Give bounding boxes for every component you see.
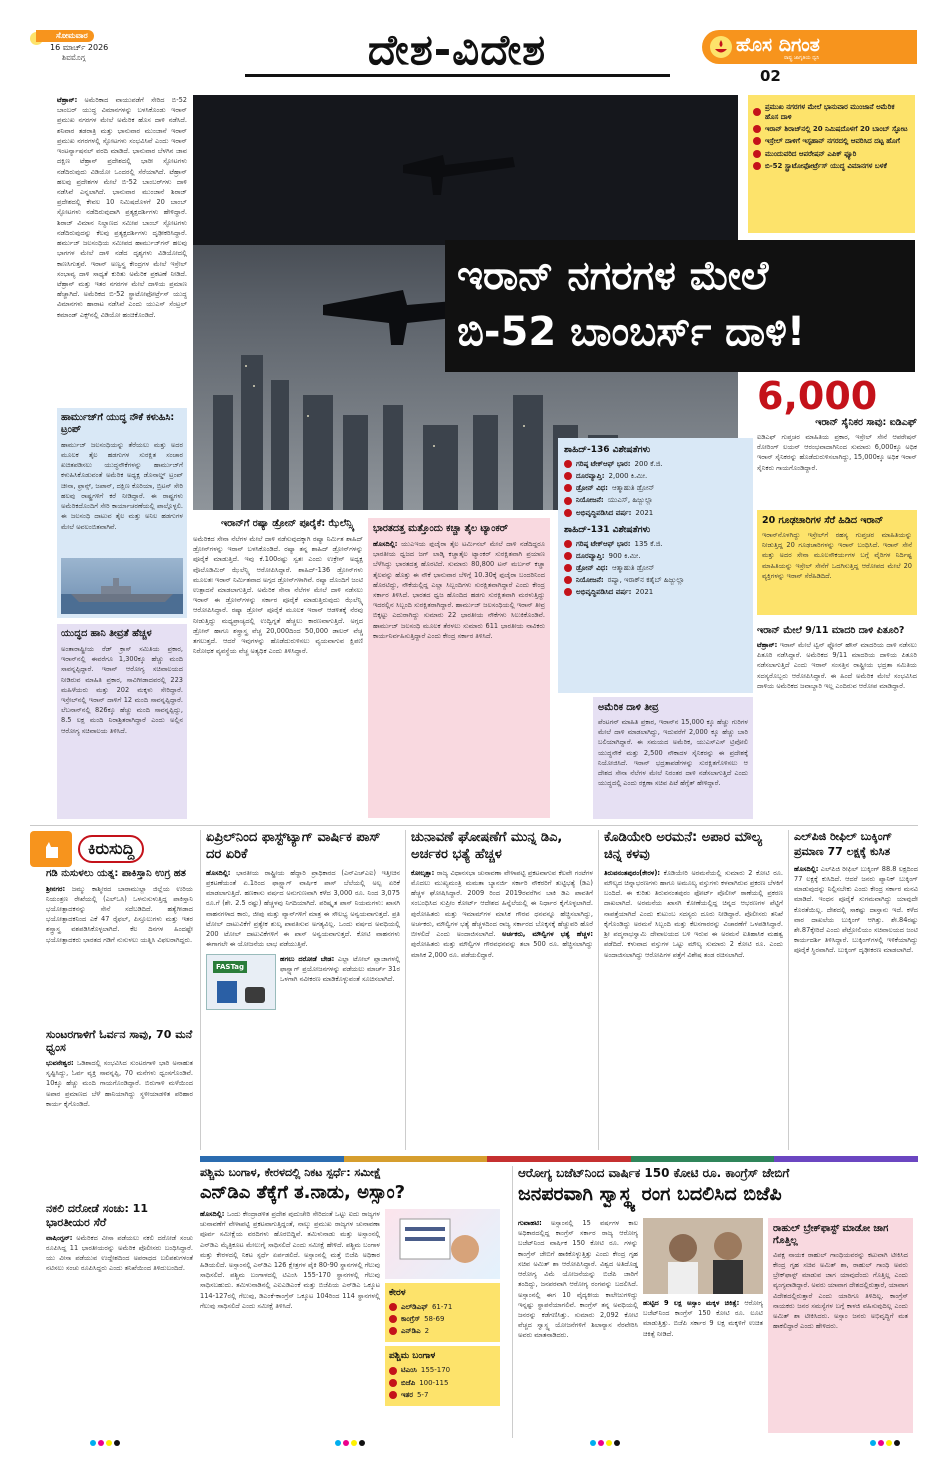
tanker-headline: ಭಾರತದತ್ತ ಮತ್ತೊಂದು ಕಚ್ಚಾ ತೈಲ ಟ್ಯಾಂಕರ್ (373, 523, 508, 534)
highlight-item: ಇಸ್ರೇಲ್ ದಾಳಿಗೆ ಇಸ್ಫಹಾನ್ ನಗರದಲ್ಲಿ ಆವರಿಸಿದ ದಟ್ಟ ಹೊಗೆ (753, 136, 910, 146)
kodiyeri-headline: ಕೊಡಿಯೇರಿ ಅರಮನೆ: ಅಪಾರ ಮೌಲ್ಯ ಚಿನ್ನ ಕಳವು (604, 830, 763, 862)
nine11-body: ಇರಾನ್ ಮೇಲೆ ಟ್ವಿನ್ ಫ್ಲೋರ್ ಹೌಸ್ ಮಾದರಿಯ ದಾಳಿ ನಡೆಸಲು ಪಿತೂರಿ ನಡೆಸಿದ್ದಾರೆ. ಅಮೆರಿಕದ 9/11 ಮಾದರಿಯ ದಾಳಿಯ ಪಿತೂರಿ ನಡೆಸಲಾಗುತ್ತಿದೆ ಎಂದು ಇರಾನ್ ಸಂಸತ್ತಿನ ರಾಷ್ಟ್ರೀಯ ಭದ್ರತಾ ಸಮಿತಿಯ ಸದಸ್ಯರೊಬ್ಬರು ಆರೋಪಿಸಿದ್ದಾರೆ. ಈ ಹಿಂದೆ ಅಮೆರಿಕ ಮೇಲೆ ಸಂಭವಿಸಿದ ದಾಳಿಯ ಅಮೆರಿಕದ ಜವಾಬ್ದಾರಿ ಇಲ್ಲ ಎಂದಿರುವ ಆರೋಪ ಮಾಡಿದ್ದಾರೆ. (757, 640, 917, 690)
registration-marks (870, 1440, 900, 1446)
bullet-icon (564, 497, 572, 505)
dateline-block (36, 30, 176, 70)
row-divider (30, 825, 918, 826)
lead-headline-line2: ಬಿ-52 ಬಾಂಬರ್ಸ್ ದಾಳಿ! (457, 309, 806, 355)
spec-row: ಬಿಜೆಪಿ 100-115 (389, 1378, 496, 1388)
bullet-icon (389, 1379, 397, 1387)
briefs-label: ಕಿರುಸುದ್ದಿ (78, 835, 144, 862)
bullet-icon (389, 1391, 397, 1399)
spec-row: ಅಭಿವೃದ್ಧಿಪಡಿಸಿದ ವರ್ಷ: 2021 (564, 508, 747, 518)
bullet-icon (564, 484, 572, 492)
bullet-icon (564, 472, 572, 480)
lead-body: ಅಮೆರಿಕಾದ ವಾಯುಪಡೆಗೆ ಸೇರಿದ ಬಿ-52 ಬಾಂಬರ್ ಯುದ್ಧ ವಿಮಾನಗಳನ್ನು ಬಳಸಿಕೊಂಡು ಇರಾನ್ ಪ್ರಮುಖ ನಗರಗಳ ಮೇಲೆ ಅಮೆರಿಕ ಹೊಸ ದಾಳಿ ನಡೆಸಿದೆ. ಶನಿವಾರ ತಡರಾತ್ರಿ ಮತ್ತು ಭಾನುವಾರ ಮುಂಜಾನೆ ಇರಾನ್ ಪ್ರಮುಖ ನಗರಗಳಲ್ಲಿ ಸ್ಫೋಟಗಳು ಸಂಭವಿಸಿವೆ ಎಂದು ಇರಾನ್ ಇಂಟರ್ನ್ಯಾಷನಲ್ ವರದಿ ಮಾಡಿದೆ. ಭಾನುವಾರ ಬೆಳಗಿನ ಜಾವ ದಕ್ಷಿಣ ಟೆಹ್ರಾನ್ ಪ್ರದೇಶದಲ್ಲಿ ಭಾರೀ ಸ್ಫೋಟಗಳು ನಡೆದಿರುವುದು ವಿಡಿಯೋ ಒಂದರಲ್ಲಿ ಸೆರೆಯಾಗಿದೆ. ಟೆಹ್ರಾನ್ ಹಲವು ಪ್ರದೇಶಗಳ ಮೇಲೆ ಬಿ-52 ಬಾಂಬರ್‌ಗಳು ದಾಳಿ ನಡೆಸಿವೆ ಎನ್ನಲಾಗಿದೆ. ಭಾನುವಾರ ಮುಂಜಾನೆ ಶಿರಾಜ್ ಪ್ರದೇಶದಲ್ಲಿ ಕೇವಲ 10 ನಿಮಿಷದೊಳಗೆ 20 ಬಾಂಬ್ ಸ್ಫೋಟಗಳು ನಡೆದಿರುವುದಾಗಿ ಪ್ರತ್ಯಕ್ಷದರ್ಶಿಗಳು ಹೇಳಿದ್ದಾರೆ. ಶಿರಾಜ್ ವಿಮಾನ ನಿಲ್ದಾಣದ ಸಮೀಪ ಬಾಂಬ್ ಸ್ಫೋಟಗಳು ನಡೆದಿರುವುದನ್ನು ಕೆಲವು ಪ್ರತ್ಯಕ್ಷದರ್ಶಿಗಳು ದೃಢೀಕರಿಸಿದ್ದಾರೆ. ಹರ್ಮುಜ್ ಜಲಸಂಧಿಯ ಸಮೀಪದ ಹಾರ್ಮುಜ್‌ಗನ್ ಹಲವು ಭಾಗಗಳ ಮೇಲೆ ದಾಳಿ ನಡೆದ ದೃಶ್ಯಗಳು ವಿಡಿಯೋದಲ್ಲಿ ಕಾಣಸಿಗುತ್ತವೆ. ಇರಾನ್ ಅಣ್ವಸ್ತ್ರ ಕೇಂದ್ರಗಳ ಮೇಲೆ ಇಸ್ರೇಲ್ ಸಂಭಾವ್ಯ ದಾಳಿ ಸಾಧ್ಯತೆ ಕುರಿತು ಅಮೆರಿಕ ಪ್ರಕಟಣೆ ನೀಡಿದೆ. ಟೆಹ್ರಾನ್ ಮತ್ತು ಇತರ ನಗರಗಳ ಮೇಲೆ ದಾಳಿಯ ಪ್ರಮಾಣ ಹೆಚ್ಚಾಗಿದೆ. ಅಮೆರಿಕದ ಬಿ-52 ಸ್ಟ್ರಾಟೋಫೋರ್ಟ್ರೆಸ್ ಯುದ್ಧ ವಿಮಾನಗಳು ಹಾರಾಟ ನಡೆಸಿವೆ ಎಂದು ಯುಎಸ್ ಸೆಂಟ್ರಲ್ ಕಮಾಂಡ್ ಎಕ್ಸ್‌ನಲ್ಲಿ ವಿಡಿಯೋ ಹಂಚಿಕೊಂಡಿದೆ. (57, 96, 187, 319)
paper-name: ಹೊಸ ದಿಗಂತ (736, 34, 820, 56)
lamp-icon (710, 36, 732, 58)
war-loss-headline: ಯುದ್ಧದ ಹಾನಿ ತೀವ್ರತೆ ಹೆಚ್ಚಳ (61, 628, 152, 639)
lpg-headline: ಎಲ್‌ಪಿಜಿ ರೀಫಿಲ್ ಬುಕ್ಕಿಂಗ್ ಪ್ರಮಾಣ 77 ಲಕ್ಷಕ್ಕೆ ಕುಸಿತ (794, 830, 893, 858)
briefs-header (30, 830, 193, 868)
brief-item: ನಕಲಿ ದರೋಡೆ ಸಂಚು: 11 ಭಾರತೀಯರ ಸೆರೆ ವಾಷಿಂಗ್ಟನ್: ಅಮೆರಿಕದ ವೀಸಾ ಪಡೆಯಲು ನಕಲಿ ದರೋಡೆ ಸಂಚು ರೂಪಿಸಿದ್ದ 11 ಭಾರತೀಯರನ್ನು ಅಮೆರಿಕ ಪೊಲೀಸರು ಬಂಧಿಸಿದ್ದಾರೆ. ಯು ವೀಸಾ ಪಡೆಯುವ ಉದ್ದೇಶದಿಂದ ಅಪರಾಧದ ಬಲಿಪಶುಗಳಂತೆ ನಟಿಸಲು ಸಂಚು ರೂಪಿಸಿದ್ದರು ಎಂದು ತನಿಖೆಯಿಂದ ತಿಳಿದುಬಂದಿದೆ. (46, 1202, 193, 1273)
soldiers-body: ಐಡಿಎಫ್ ಗುಪ್ತಚರ ಮಾಹಿತಿಯ ಪ್ರಕಾರ, ಇಸ್ರೇಲ್ ಸೇನೆ ಆಪರೇಷನ್ ರೋರಿಂಗ್ ಲಯನ್ ಆರಂಭವಾದಾಗಿನಿಂದ ಸುಮಾರು 6,000ಕ್ಕೂ ಅಧಿಕ ಇರಾನ್ ಸೈನಿಕರನ್ನು ಹೊಡೆದುರುಳಿಸಲಾಗಿದ್ದು, 15,000ಕ್ಕೂ ಅಧಿಕ ಇರಾನ್ ಸೈನಿಕರು ಗಾಯಗೊಂಡಿದ್ದಾರೆ. (757, 432, 917, 472)
shahed-specs (558, 438, 753, 693)
bengal-body: ಒಂದು ಕೇಂದ್ರಾಡಳಿತ ಪ್ರದೇಶ ಪುದುಚೇರಿ ಸೇರಿದಂತೆ ಒಟ್ಟು ಐದು ರಾಜ್ಯಗಳ ಚುನಾವಣೆಗೆ ವೇಳಾಪಟ್ಟಿ ಪ್ರಕಟವಾಗುತ್ತಿದ್ದಂತೆ, ನಾಲ್ಕು ಪ್ರಮುಖ ರಾಜ್ಯಗಳ ಚುನಾವಣಾ ಪೂರ್ವ ಸಮೀಕ್ಷೆಯ ವರದಿಗಳು ಹೊರಬಿದ್ದಿವೆ. ತಮಿಳುನಾಡು ಮತ್ತು ಅಸ್ಸಾಂನಲ್ಲಿ ಎನ್‌ಡಿಎ ಮೈತ್ರಿಕೂಟ ಮೇಲುಗೈ ಸಾಧಿಸಲಿದೆ ಎಂದು ಸಮೀಕ್ಷೆ ಹೇಳಿದೆ. ಪಶ್ಚಿಮ ಬಂಗಾಳ ಮತ್ತು ಕೇರಳದಲ್ಲಿ ನಿಕಟ ಸ್ಪರ್ಧೆ ಏರ್ಪಡಲಿದೆ. ಅಸ್ಸಾಂನಲ್ಲಿ ಮತ್ತೆ ಬಿಜೆಪಿ ಅಧಿಕಾರ ಹಿಡಿಯಲಿದೆ. ಅಸ್ಸಾಂನಲ್ಲಿ ಎನ್‌ಡಿಎ 126 ಕ್ಷೇತ್ರಗಳ ಪೈಕಿ 80-90 ಸ್ಥಾನಗಳಲ್ಲಿ ಗೆಲುವು ಸಾಧಿಸಲಿದೆ. ಪಶ್ಚಿಮ ಬಂಗಾಳದಲ್ಲಿ ಟಿಎಂಸಿ 155-170 ಸ್ಥಾನಗಳಲ್ಲಿ ಗೆಲುವು ಸಾಧಿಸಬಹುದು. ತಮಿಳುನಾಡಿನಲ್ಲಿ ಎಐಎಡಿಎಂಕೆ ಮತ್ತು ಬಿಜೆಪಿಯ ಎನ್‌ಡಿಎ ಒಕ್ಕೂಟ 114-127ರಲ್ಲಿ ಗೆಲುವು, ಡಿಎಂಕೆ-ಕಾಂಗ್ರೆಸ್ ಒಕ್ಕೂಟ 104ರಿಂದ 114 ಸ್ಥಾನಗಳಲ್ಲಿ ಗೆಲುವು ಸಾಧಿಸಲಿದೆ ಎಂದು ಸಮೀಕ್ಷೆ ತಿಳಿಸಿದೆ. (200, 1209, 380, 1310)
spec-row: ಗರಿಷ್ಠ ಟೇಕ್‌ಆಫ್ ಭಾರ: 200 ಕೆ.ಜಿ. (564, 459, 747, 469)
russia-drone-headline: ಇರಾನ್‌ಗೆ ರಷ್ಯಾ ಡ್ರೋನ್ ಪೂರೈಕೆ: ಝೆಲೆನ್ಸ್ಕಿ (221, 518, 355, 529)
brief-item: ಸುಂಟರಗಾಳಿಗೆ ಓರ್ವನ ಸಾವು, 70 ಮನೆ ಧ್ವಂಸ ಭುವನೇಶ್ವರ: ಒಡಿಶಾದಲ್ಲಿ ಸಂಭವಿಸಿದ ಸುಂಟರಗಾಳಿ ಭಾರಿ ಅನಾಹುತ ಸೃಷ್ಟಿಸಿದ್ದು, ಓರ್ವ ವ್ಯಕ್ತಿ ಸಾವನ್ನಪ್ಪಿ, 70 ಮನೆಗಳು ಧ್ವಂಸಗೊಂಡಿವೆ. 10ಕ್ಕೂ ಹೆಚ್ಚು ಮಂದಿ ಗಾಯಗೊಂಡಿದ್ದಾರೆ. ಬಿರುಗಾಳಿ ಮಳೆಯಿಂದ ಅಪಾರ ಪ್ರಮಾಣದ ಬೆಳೆ ಹಾನಿಯಾಗಿದ್ದು ಸ್ಥಳೀಯಾಡಳಿತ ಪರಿಹಾರ ಕಾರ್ಯ ಕೈಗೊಂಡಿದೆ. (46, 1027, 193, 1108)
fastag-headline: ಏಪ್ರಿಲ್‌ನಿಂದ ಫಾಸ್ಟ್‌ಟ್ಯಾಗ್ ವಾರ್ಷಿಕ ಪಾಸ್ ದರ ಏರಿಕೆ (206, 830, 381, 862)
spec-row: ನಿಯೋಜನೆ: ಯುಎಸ್, ಹಿಜ್ಬುಲ್ಲಾ (564, 495, 747, 505)
shahed131-list (564, 539, 747, 598)
bullet-icon (389, 1315, 397, 1323)
health-headline-1: ಆರೋಗ್ಯ ಬಜೆಟ್‌ನಿಂದ ವಾರ್ಷಿಕ 150 ಕೋಟಿ ರೂ. ಕಾಂಗ್ರೆಸ್ ಜೇಬಿಗೆ (518, 1166, 790, 1180)
kerala-title: ಕೇರಳ (389, 1287, 406, 1298)
soldiers-headline: ಇರಾನ್ ಸೈನಿಕರ ಸಾವು: ಐಡಿಎಫ್ (815, 417, 917, 428)
kerala-survey (385, 1283, 500, 1342)
rahul-headline: ರಾಹುಲ್ ಬ್ರೇಕ್‌ಫಾಸ್ಟ್ ಮಾಡೋ ಜಾಗ ಗೊತ್ತಿಲ್ಲ (773, 1223, 889, 1246)
tanker-body: ಯುಎಇಯ ಫುಜೈರಾ ತೈಲ ಟರ್ಮಿನಲ್ ಮೇಲೆ ದಾಳಿ ನಡೆದಿದ್ದರೂ ಭಾರತೀಯ ಧ್ವಜದ ಜಗ್ ಲಾಡ್ಕಿ ಕಚ್ಚಾತೈಲ ಟ್ಯಾಂಕರ್ ಸುರಕ್ಷಿತವಾಗಿ ಪ್ರಯಾಣ ಬೆಳೆಸಿದ್ದು ಭಾರತದತ್ತ ಹೊರಟಿದೆ. ಸುಮಾರು 80,800 ಟನ್ ಮರ್ಬನ್ ಕಚ್ಚಾ ತೈಲವನ್ನು ಹೊತ್ತು ಈ ನೌಕೆ ಭಾನುವಾರ ಬೆಳಿಗ್ಗೆ 10.30ಕ್ಕೆ ಫುಜೈರಾ ಬಂದರಿನಿಂದ ಹೊರಟಿದ್ದು, ನೌಕೆಯಲ್ಲಿದ್ದ ಎಲ್ಲಾ ಸಿಬ್ಬಂದಿಗಳು ಸುರಕ್ಷಿತವಾಗಿದ್ದಾರೆ ಎಂದು ಕೇಂದ್ರ ಸರ್ಕಾರ ತಿಳಿಸಿದೆ. ಭಾರತದ ಧ್ವಜ ಹೊಂದಿದ ಹಡಗು ಸುರಕ್ಷಿತವಾಗಿ ಮರಳುತ್ತಿದ್ದು ಇದರಲ್ಲಿನ ಸಿಬ್ಬಂದಿ ಸುರಕ್ಷಿತರಾಗಿದ್ದಾರೆ. ಹಾರ್ಮುಜ್ ಜಲಸಂಧಿಯಲ್ಲಿ ಇರಾನ್ ತೀವ್ರ ಬಿಕ್ಕಟ್ಟು ಎದುರಾಗಿದ್ದು ಸುಮಾರು 22 ಭಾರತೀಯ ನೌಕೆಗಳು ಸಿಲುಕಿಕೊಂಡಿವೆ. ಹಾರ್ಮುಜ್ ಜಲಸಂಧಿ ಮೂಲಕ ತೆರಳಲು ಸುಮಾರು 611 ಭಾರತೀಯ ನಾವಿಕರು ಕಾರ್ಯನಿರ್ವಹಿಸುತ್ತಿದ್ದಾರೆ ಎಂದು ಕೇಂದ್ರ ಸರ್ಕಾರ ತಿಳಿಸಿದೆ. (373, 539, 545, 640)
soldiers-number: 6,000 (757, 375, 878, 418)
da-article: ಚುನಾವಣೆ ಘೋಷಣೆಗೆ ಮುನ್ನ ಡಿಎ, ಅರ್ಚಕರ ಭತ್ಯೆ ಹೆಚ್ಚಳ ಕೋಲ್ಕತ್ತಾ: ರಾಜ್ಯ ವಿಧಾನಸಭಾ ಚುನಾವಣಾ ವೇಳಾಪಟ್ಟಿ ಪ್ರಕಟವಾಗುವ ಕೆಲವೇ ಗಂಟೆಗಳ ಮೊದಲು ಮುಖ್ಯಮಂತ್ರಿ ಮಮತಾ ಬ್ಯಾನರ್ಜಿ ಸರ್ಕಾರಿ ನೌಕರರಿಗೆ ತುಟ್ಟಿಭತ್ಯೆ (ಡಿಎ) ಹೆಚ್ಚಳ ಘೋಷಿಸಿದ್ದಾರೆ. 2009 ರಿಂದ 2019ರವರೆಗಿನ ಬಾಕಿ ಡಿಎ ಪಾವತಿಗೆ ಸಂಬಂಧಿಸಿದ ಸುಪ್ರೀಂ ಕೋರ್ಟ್ ಆದೇಶದ ಹಿನ್ನೆಲೆಯಲ್ಲಿ ಈ ನಿರ್ಧಾರ ಕೈಗೊಳ್ಳಲಾಗಿದೆ. ಪುರೋಹಿತರು ಮತ್ತು ಇಮಾಮ್‌ಗಳ ಮಾಸಿಕ ಗೌರವ ಧನವನ್ನೂ ಹೆಚ್ಚಿಸಲಾಗಿದ್ದು, ಅರ್ಚಕರು, ಮೌಲ್ವಿಗಳ ಭತ್ಯೆ ಹೆಚ್ಚಳದಿಂದ ರಾಜ್ಯ ಸರ್ಕಾರದ ಬೊಕ್ಕಸಕ್ಕೆ ಹೆಚ್ಚುವರಿ ಹೊರೆ ಬೀಳಲಿದೆ ಎಂದು ಅಂದಾಜಿಸಲಾಗಿದೆ. ಅರ್ಚಕರು, ಮೌಲ್ವಿಗಳ ಭತ್ಯೆ ಹೆಚ್ಚಳ: ಪುರೋಹಿತರು ಮತ್ತು ಮೌಲ್ವಿಗಳ ಗೌರವಧನವನ್ನು ತಲಾ 500 ರೂ. ಹೆಚ್ಚಿಸಲಾಗಿದ್ದು ಮಾಸಿಕ 2,000 ರೂ. ಪಡೆಯಲಿದ್ದಾರೆ. (405, 830, 593, 1150)
shahed131-title: ಶಾಹಿದ್-131 ವಿಶೇಷತೆಗಳು (564, 524, 651, 535)
highlight-item: ಪ್ರಮುಖ ನಗರಗಳ ಮೇಲೆ ಭಾನುವಾರ ಮುಂಜಾನೆ ಅಮೆರಿಕ ಹೊಸ ದಾಳಿ (753, 102, 910, 122)
registration-marks (335, 1440, 365, 1446)
us-attack-box (593, 697, 753, 819)
brief-item: ಗಡಿ ನುಸುಳಲು ಯತ್ನ: ಪಾಕಿಸ್ತಾನಿ ಉಗ್ರ ಹತ ಶ್ರೀನಗರ: ಜಮ್ಮು ಕಾಶ್ಮೀರದ ಬಾರಾಮುಲ್ಲಾ ಜಿಲ್ಲೆಯ ಉರಿಯ ನಿಯಂತ್ರಣ ರೇಖೆಯಲ್ಲಿ (ಎಲ್‌ಒಸಿ) ಒಳನುಸುಳುತ್ತಿದ್ದ ಪಾಕಿಸ್ತಾನಿ ಭಯೋತ್ಪಾದಕನನ್ನು ಸೇನೆ ಸದೆಬಡಿದಿದೆ. ಹತ್ಯೆಗೀಡಾದ ಭಯೋತ್ಪಾದಕನಿಂದ ಎಕೆ 47 ರೈಫಲ್, ಪಿಸ್ತೂಲುಗಳು ಮತ್ತು ಇತರ ಶಸ್ತ್ರಾಸ್ತ್ರ ವಶಪಡಿಸಿಕೊಳ್ಳಲಾಗಿದೆ. ಕೆಲ ದಿನಗಳ ಹಿಂದಷ್ಟೇ ಭಯೋತ್ಪಾದಕರು ಭಾರತದ ಗಡಿಗೆ ನುಸುಳಲು ಯತ್ನಿಸಿ ವಿಫಲರಾಗಿದ್ದರು. (46, 868, 193, 944)
health-article: ಆರೋಗ್ಯ ಬಜೆಟ್‌ನಿಂದ ವಾರ್ಷಿಕ 150 ಕೋಟಿ ರೂ. ಕಾಂಗ್ರೆಸ್ ಜೇಬಿಗೆ ಜನಪರವಾಗಿ ಸ್ವಾಸ್ಥ್ಯ ರಂಗ ಬದಲಿಸಿದ ಬಿಜೆಪಿ ಗುವಾಹಟಿ: ಅಸ್ಸಾಂನಲ್ಲಿ 15 ವರ್ಷಗಳ ಕಾಲ ಅಧಿಕಾರದಲ್ಲಿದ್ದ ಕಾಂಗ್ರೆಸ್ ಸರ್ಕಾರ ರಾಜ್ಯ ಆರೋಗ್ಯ ಬಜೆಟ್‌ನಿಂದ ವಾರ್ಷಿಕ 150 ಕೋಟಿ ರೂ. ಗಳನ್ನು ಕಾಂಗ್ರೆಸ್ ಜೇಬಿಗೆ ಹಾಕಿಕೊಳ್ಳುತ್ತಿತ್ತು ಎಂದು ಕೇಂದ್ರ ಗೃಹ ಸಚಿವ ಅಮಿತ್ ಶಾ ಆರೋಪಿಸಿದ್ದಾರೆ. ವಿಶ್ವದ ಅತಿದೊಡ್ಡ ಆರೋಗ್ಯ ವಿಮೆ ಯೋಜನೆಯನ್ನು ಬಿಜೆಪಿ ಜಾರಿಗೆ ತಂದಿದ್ದು, ಜನಪರವಾಗಿ ಆರೋಗ್ಯ ರಂಗವನ್ನು ಬದಲಿಸಿದೆ. ಅಸ್ಸಾಂನಲ್ಲಿ ಈಗ 10 ವೈದ್ಯಕೀಯ ಕಾಲೇಜುಗಳಿದ್ದು ಇನ್ನಷ್ಟು ಸ್ಥಾಪನೆಯಾಗಲಿವೆ. ಕಾಂಗ್ರೆಸ್ ತನ್ನ ಅವಧಿಯಲ್ಲಿ ಜನರನ್ನು ಕಡೆಗಣಿಸಿತ್ತು. ಸುಮಾರು 2,092 ಕೋಟಿ ವೆಚ್ಚದ ಸ್ವಾಸ್ಥ್ಯ ಯೋಜನೆಗಳಿಗೆ ಶಿಲಾನ್ಯಾಸ ನೆರವೇರಿಸಿ ಅವರು ಮಾತನಾಡಿದರು. ಹುಟ್ಟಿದ 9 ಲಕ್ಷ ಅಸ್ಸಾಂ ಮಕ್ಕಳ ಚಿಕಿತ್ಸೆ: ಆರೋಗ್ಯ ಬಜೆಟ್‌ನಿಂದ ಕಾಂಗ್ರೆಸ್ 150 ಕೋಟಿ ರೂ. ಲೂಟಿ ಮಾಡುತ್ತಿತ್ತು. ಬಿಜೆಪಿ ಸರ್ಕಾರ 9 ಲಕ್ಷ ಮಕ್ಕಳಿಗೆ ಉಚಿತ ಚಿಕಿತ್ಸೆ ನೀಡಿದೆ. ರಾಹುಲ್ ಬ್ರೇಕ್‌ಫಾಸ್ಟ್ ಮಾಡೋ ಜಾಗ ಗೊತ್ತಿಲ್ಲ ವಿಪಕ್ಷ ನಾಯಕ ರಾಹುಲ್ ಗಾಂಧಿಯವರನ್ನು ಕಟುವಾಗಿ ಟೀಕಿಸಿದ ಕೇಂದ್ರ ಗೃಹ ಸಚಿವ ಅಮಿತ್ ಶಾ, ರಾಹುಲ್ ಗಾಂಧಿ ಅವರು ಬ್ರೇಕ್‌ಫಾಸ್ಟ್ ಮಾಡುವ ಜಾಗ ಯಾವುದೆಂದು ಗೊತ್ತಿಲ್ಲ ಎಂದು ವ್ಯಂಗ್ಯವಾಡಿದ್ದಾರೆ. ಅವರು ಯಾವಾಗ ದೇಶದಲ್ಲಿರುತ್ತಾರೆ, ಯಾವಾಗ ವಿದೇಶದಲ್ಲಿರುತ್ತಾರೆ ಎಂದು ಯಾರಿಗೂ ತಿಳಿದಿಲ್ಲ. ಕಾಂಗ್ರೆಸ್ ನಾಯಕರು ಜನರ ಸಮಸ್ಯೆಗಳ ಬಗ್ಗೆ ಕಾಳಜಿ ವಹಿಸುವುದಿಲ್ಲ ಎಂದು ಅಮಿತ್ ಶಾ ಟೀಕಿಸಿದರು. ಅಸ್ಸಾಂ ಜನರು ಅಭಿವೃದ್ಧಿಗೆ ಮತ ಹಾಕಲಿದ್ದಾರೆ ಎಂದು ಹೇಳಿದರು. (512, 1166, 917, 1438)
day-label: ಸೋಮವಾರ (36, 30, 94, 42)
color-rule (200, 1156, 918, 1162)
spec-row: ದೂರವ್ಯಾಪ್ತಿ: 2,000 ಕಿ.ಮೀ. (564, 471, 747, 481)
bullet-icon (389, 1303, 397, 1311)
lead-headline-line1: ಇರಾನ್ ನಗರಗಳ ಮೇಲೆ (457, 253, 769, 299)
paper-logo-band (702, 30, 917, 64)
rahul-body: ವಿಪಕ್ಷ ನಾಯಕ ರಾಹುಲ್ ಗಾಂಧಿಯವರನ್ನು ಕಟುವಾಗಿ ಟೀಕಿಸಿದ ಕೇಂದ್ರ ಗೃಹ ಸಚಿವ ಅಮಿತ್ ಶಾ, ರಾಹುಲ್ ಗಾಂಧಿ ಅವರು ಬ್ರೇಕ್‌ಫಾಸ್ಟ್ ಮಾಡುವ ಜಾಗ ಯಾವುದೆಂದು ಗೊತ್ತಿಲ್ಲ ಎಂದು ವ್ಯಂಗ್ಯವಾಡಿದ್ದಾರೆ. ಅವರು ಯಾವಾಗ ದೇಶದಲ್ಲಿರುತ್ತಾರೆ, ಯಾವಾಗ ವಿದೇಶದಲ್ಲಿರುತ್ತಾರೆ ಎಂದು ಯಾರಿಗೂ ತಿಳಿದಿಲ್ಲ. ಕಾಂಗ್ರೆಸ್ ನಾಯಕರು ಜನರ ಸಮಸ್ಯೆಗಳ ಬಗ್ಗೆ ಕಾಳಜಿ ವಹಿಸುವುದಿಲ್ಲ ಎಂದು ಅಮಿತ್ ಶಾ ಟೀಕಿಸಿದರು. ಅಸ್ಸಾಂ ಜನರು ಅಭಿವೃದ್ಧಿಗೆ ಮತ ಹಾಕಲಿದ್ದಾರೆ ಎಂದು ಹೇಳಿದರು. (773, 1250, 908, 1331)
spec-row: ಕಾಂಗ್ರೆಸ್ 58-69 (389, 1314, 496, 1324)
war-loss-body: ಅಂತಾರಾಷ್ಟ್ರೀಯ ರೆಡ್ ಕ್ರಾಸ್ ಸಮಿತಿಯ ಪ್ರಕಾರ, ಇರಾನ್‌ನಲ್ಲಿ ಈವರೆಗೂ 1,300ಕ್ಕೂ ಹೆಚ್ಚು ಮಂದಿ ಸಾವನ್ನಪ್ಪಿದ್ದಾರೆ. ಇರಾನ್ ಆರೋಗ್ಯ ಸಚಿವಾಲಯದ ನೀಡಿರುವ ಮಾಹಿತಿ ಪ್ರಕಾರ, ಸಾವಿಗೀಡಾದವರಲ್ಲಿ 223 ಮಹಿಳೆಯರು ಮತ್ತು 202 ಮಕ್ಕಳು ಸೇರಿದ್ದಾರೆ. ಇಸ್ರೇಲ್‌ನಲ್ಲಿ ಇರಾನ್ ದಾಳಿಗೆ 12 ಮಂದಿ ಸಾವನ್ನಪ್ಪಿದ್ದಾರೆ. ಲೆಬನಾನ್‌ನಲ್ಲಿ 826ಕ್ಕೂ ಹೆಚ್ಚು ಮಂದಿ ಸಾವನ್ನಪ್ಪಿದ್ದು, 8.5 ಲಕ್ಷ ಮಂದಿ ನಿರಾಶ್ರಿತರಾಗಿದ್ದಾರೆ ಎಂದು ಅಲ್ಲಿನ ಆರೋಗ್ಯ ಸಚಿವಾಲಯ ತಿಳಿಸಿದೆ. (61, 644, 183, 735)
nine11-headline: ಇರಾನ್ ಮೇಲೆ 9/11 ಮಾದರಿ ದಾಳಿ ಪಿತೂರಿ? (757, 625, 905, 636)
spec-row: ಅಭಿವೃದ್ಧಿಪಡಿಸಿದ ವರ್ಷ: 2021 (564, 587, 747, 597)
bullet-icon (564, 460, 572, 468)
voting-photo (385, 1209, 500, 1279)
fastag-article: ಏಪ್ರಿಲ್‌ನಿಂದ ಫಾಸ್ಟ್‌ಟ್ಯಾಗ್ ವಾರ್ಷಿಕ ಪಾಸ್ ದರ ಏರಿಕೆ ಹೊಸದಿಲ್ಲಿ: ಭಾರತೀಯ ರಾಷ್ಟ್ರೀಯ ಹೆದ್ದಾರಿ ಪ್ರಾಧಿಕಾರದ (ಎನ್‌ಎಚ್‌ಎಐ) ಇತ್ತೀಚಿನ ಪ್ರಕಟಣೆಯಂತೆ ಏ.1ರಿಂದ ಫಾಸ್ಟ್ಯಾಗ್ ವಾರ್ಷಿಕ ಪಾಸ್ ಬೆಲೆಯಲ್ಲಿ ಅಲ್ಪ ಏರಿಕೆ ಮಾಡಲಾಗುತ್ತಿದೆ. ಹಣಕಾಸು ವರ್ಷದ ಅನುಗುಣವಾಗಿ ಕಳೆದ 3,000 ರೂ. ನಿಂದ 3,075 ರೂ.ಗೆ (ಶೇ. 2.5 ರಷ್ಟು) ಹೆಚ್ಚಳವು ನಿಗದಿಯಾಗಿದೆ. ಪರಿಷ್ಕೃತ ಪಾಸ್ ನಿಯಮಗಳು: ಖಾಸಗಿ ವಾಹನಗಳಾದ ಕಾರು, ಜೀಪು ಮತ್ತು ವ್ಯಾನ್‌ಗಳಿಗೆ ಮಾತ್ರ ಈ ಸೌಲಭ್ಯ ಅನ್ವಯವಾಗುತ್ತದೆ. ಪ್ರತಿ ಟೋಲ್ ದಾಟುವಿಕೆಗೆ ಪ್ರತ್ಯೇಕ ಶುಲ್ಕ ಪಾವತಿಸುವ ಅಗತ್ಯವಿಲ್ಲ. ಒಂದು ವರ್ಷದ ಅವಧಿಯಲ್ಲಿ 200 ಟೋಲ್ ದಾಟುವಿಕೆಗಳಿಗೆ ಈ ಪಾಸ್ ಅನ್ವಯವಾಗುತ್ತದೆ. ಕೋಟಿ ವಾಹನಗಳು ಈಗಾಗಲೇ ಈ ಯೋಜನೆಯ ಲಾಭ ಪಡೆಯುತ್ತಿವೆ. FASTag ಹಗಲು ದರೋಡೆ ಬೇಡ: ಎಲ್ಲಾ ಟೋಲ್ ಪ್ಲಾಜಾಗಳಲ್ಲಿ ಫಾಸ್ಟ್ಯಾಗ್ ಪ್ರಯೋಜನಗಳನ್ನು ಪಡೆಯಲು ಮಾರ್ಚ್ 31ರ ಒಳಗಾಗಿ ನವೀಕರಣ ಮಾಡಿಕೊಳ್ಳುವಂತೆ ಸೂಚಿಸಲಾಗಿದೆ. (200, 830, 400, 1150)
spies-body: ಇರಾನ್‌ನೊಳಗಿದ್ದು ಇಸ್ರೇಲ್‌ಗೆ ರಹಸ್ಯ ಗುಪ್ತಚರ ಮಾಹಿತಿಯನ್ನು ನೀಡುತ್ತಿದ್ದ 20 ಗೂಢಚಾರಿಗಳನ್ನು ಇರಾನ್ ಬಂಧಿಸಿದೆ. ಇರಾನ್ ಸೇನೆ ಮತ್ತು ಅದರ ಸೇನಾ ಮೂಲಸೌಕರ್ಯಗಳ ಬಗ್ಗೆ ವೈರಿಗಳ ನಿರ್ದಿಷ್ಟ ಮಾಹಿತಿಯನ್ನು ಇಸ್ರೇಲ್ ಸೇನೆಗೆ ಒದಗಿಸುತ್ತಿದ್ದ ಆರೋಪದ ಮೇಲೆ 20 ವ್ಯಕ್ತಿಗಳನ್ನು ಇರಾನ್ ಸೆರೆಹಿಡಿದಿದೆ. (762, 530, 912, 580)
fastag-logo-text: FASTag (213, 961, 247, 973)
soldiers-box (757, 375, 917, 505)
lead-headline-box (445, 240, 915, 372)
spec-row: ಟಿಎಂಸಿ 155-170 (389, 1365, 496, 1375)
kodiyeri-body: ಕೊಡಿಯೇರಿ ಅರಮನೆಯಲ್ಲಿ ಸುಮಾರು 2 ಕೋಟಿ ರೂ. ಮೌಲ್ಯದ ಚಿನ್ನಾಭರಣಗಳು ಹಾಗೂ ಅಮೂಲ್ಯ ವಸ್ತುಗಳು ಕಳವಾಗಿರುವ ಪ್ರಕರಣ ಬೆಳಕಿಗೆ ಬಂದಿದೆ. ಈ ಕುರಿತು ತಿರುವನಂತಪುರಂ ಫೋರ್ಟ್ ಪೊಲೀಸ್ ಠಾಣೆಯಲ್ಲಿ ಪ್ರಕರಣ ದಾಖಲಾಗಿದೆ. ಅರಮನೆಯ ಖಾಸಗಿ ಕೋಣೆಯಲ್ಲಿದ್ದ ಚಿನ್ನದ ಆಭರಣಗಳ ಪೆಟ್ಟಿಗೆ ನಾಪತ್ತೆಯಾಗಿದೆ ಎಂದು ಕುಟುಂಬ ಸದಸ್ಯರು ದೂರು ನೀಡಿದ್ದಾರೆ. ಪೊಲೀಸರು ತನಿಖೆ ಕೈಗೊಂಡಿದ್ದು ಅರಮನೆ ಸಿಬ್ಬಂದಿ ಮತ್ತು ಕೆಲಸಗಾರರನ್ನು ವಿಚಾರಣೆಗೆ ಒಳಪಡಿಸಿದ್ದಾರೆ. ಶ್ರೀ ಪದ್ಮನಾಭಸ್ವಾಮಿ ದೇವಾಲಯದ ಬಳಿ ಇರುವ ಈ ಅರಮನೆ ಐತಿಹಾಸಿಕ ಮಹತ್ವ ಪಡೆದಿದೆ. ಕಳುವಾದ ವಸ್ತುಗಳ ಒಟ್ಟು ಮೌಲ್ಯ ಸುಮಾರು 2 ಕೋಟಿ ರೂ. ಎಂದು ಅಂದಾಜಿಸಲಾಗಿದ್ದು ಆರೋಪಿಗಳ ಪತ್ತೆಗೆ ವಿಶೇಷ ತಂಡ ರಚಿಸಲಾಗಿದೆ. (604, 868, 783, 959)
da-headline: ಚುನಾವಣೆ ಘೋಷಣೆಗೆ ಮುನ್ನ ಡಿಎ, ಅರ್ಚಕರ ಭತ್ಯೆ ಹೆಚ್ಚಳ (411, 830, 563, 862)
lead-article (57, 95, 187, 400)
bullet-icon (564, 564, 572, 572)
wb-title: ಪಶ್ಚಿಮ ಬಂಗಾಳ (389, 1351, 436, 1362)
fastag-body: ಭಾರತೀಯ ರಾಷ್ಟ್ರೀಯ ಹೆದ್ದಾರಿ ಪ್ರಾಧಿಕಾರದ (ಎನ್‌ಎಚ್‌ಎಐ) ಇತ್ತೀಚಿನ ಪ್ರಕಟಣೆಯಂತೆ ಏ.1ರಿಂದ ಫಾಸ್ಟ್ಯಾಗ್ ವಾರ್ಷಿಕ ಪಾಸ್ ಬೆಲೆಯಲ್ಲಿ ಅಲ್ಪ ಏರಿಕೆ ಮಾಡಲಾಗುತ್ತಿದೆ. ಹಣಕಾಸು ವರ್ಷದ ಅನುಗುಣವಾಗಿ ಕಳೆದ 3,000 ರೂ. ನಿಂದ 3,075 ರೂ.ಗೆ (ಶೇ. 2.5 ರಷ್ಟು) ಹೆಚ್ಚಳವು ನಿಗದಿಯಾಗಿದೆ. ಪರಿಷ್ಕೃತ ಪಾಸ್ ನಿಯಮಗಳು: ಖಾಸಗಿ ವಾಹನಗಳಾದ ಕಾರು, ಜೀಪು ಮತ್ತು ವ್ಯಾನ್‌ಗಳಿಗೆ ಮಾತ್ರ ಈ ಸೌಲಭ್ಯ ಅನ್ವಯವಾಗುತ್ತದೆ. ಪ್ರತಿ ಟೋಲ್ ದಾಟುವಿಕೆಗೆ ಪ್ರತ್ಯೇಕ ಶುಲ್ಕ ಪಾವತಿಸುವ ಅಗತ್ಯವಿಲ್ಲ. ಒಂದು ವರ್ಷದ ಅವಧಿಯಲ್ಲಿ 200 ಟೋಲ್ ದಾಟುವಿಕೆಗಳಿಗೆ ಈ ಪಾಸ್ ಅನ್ವಯವಾಗುತ್ತದೆ. ಕೋಟಿ ವಾಹನಗಳು ಈಗಾಗಲೇ ಈ ಯೋಜನೆಯ ಲಾಭ ಪಡೆಯುತ್ತಿವೆ. (206, 868, 400, 949)
bullet-icon (564, 540, 572, 548)
da-body: ರಾಜ್ಯ ವಿಧಾನಸಭಾ ಚುನಾವಣಾ ವೇಳಾಪಟ್ಟಿ ಪ್ರಕಟವಾಗುವ ಕೆಲವೇ ಗಂಟೆಗಳ ಮೊದಲು ಮುಖ್ಯಮಂತ್ರಿ ಮಮತಾ ಬ್ಯಾನರ್ಜಿ ಸರ್ಕಾರಿ ನೌಕರರಿಗೆ ತುಟ್ಟಿಭತ್ಯೆ (ಡಿಎ) ಹೆಚ್ಚಳ ಘೋಷಿಸಿದ್ದಾರೆ. 2009 ರಿಂದ 2019ರವರೆಗಿನ ಬಾಕಿ ಡಿಎ ಪಾವತಿಗೆ ಸಂಬಂಧಿಸಿದ ಸುಪ್ರೀಂ ಕೋರ್ಟ್ ಆದೇಶದ ಹಿನ್ನೆಲೆಯಲ್ಲಿ ಈ ನಿರ್ಧಾರ ಕೈಗೊಳ್ಳಲಾಗಿದೆ. ಪುರೋಹಿತರು ಮತ್ತು ಇಮಾಮ್‌ಗಳ ಮಾಸಿಕ ಗೌರವ ಧನವನ್ನೂ ಹೆಚ್ಚಿಸಲಾಗಿದ್ದು, ಅರ್ಚಕರು, ಮೌಲ್ವಿಗಳ ಭತ್ಯೆ ಹೆಚ್ಚಳದಿಂದ ರಾಜ್ಯ ಸರ್ಕಾರದ ಬೊಕ್ಕಸಕ್ಕೆ ಹೆಚ್ಚುವರಿ ಹೊರೆ ಬೀಳಲಿದೆ ಎಂದು ಅಂದಾಜಿಸಲಾಗಿದೆ. (411, 868, 593, 939)
lead-dateline: ಟೆಹ್ರಾನ್: (57, 96, 78, 104)
bengal-headline-2: ಎನ್‌ಡಿಎ ತೆಕ್ಕೆಗೆ ತ.ನಾಡು, ಅಸ್ಸಾಂ? (200, 1181, 406, 1203)
wb-results (389, 1365, 496, 1399)
us-attack-headline: ಅಮೆರಿಕ ದಾಳಿ ತೀವ್ರ (598, 702, 659, 713)
spec-row: ಡ್ರೋನ್ ವಿಧ: ಆತ್ಮಾಹುತಿ ಡ್ರೋನ್ (564, 563, 747, 573)
spec-row: ಎನ್‌ಡಿಎ 2 (389, 1326, 496, 1336)
hormuz-headline: ಹಾರ್ಮುಜ್‌ಗೆ ಯುದ್ಧ ನೌಕೆ ಕಳುಹಿಸಿ: ಟ್ರಂಪ್ (61, 412, 175, 435)
russia-drone-article (193, 518, 363, 818)
kerala-results (389, 1302, 496, 1336)
registration-marks (590, 1440, 620, 1446)
bullet-icon (389, 1327, 397, 1335)
hormuz-box (57, 408, 187, 618)
russia-drone-body: ಅಮೆರಿಕದ ಸೇನಾ ನೆಲೆಗಳ ಮೇಲೆ ದಾಳಿ ನಡೆಸುವುದಕ್ಕಾಗಿ ರಷ್ಯಾ ನಿರ್ಮಿತ ಶಾಹಿದ್ ಡ್ರೋನ್‌ಗಳನ್ನು ಇರಾನ್ ಬಳಸಿಕೊಂಡಿದೆ. ರಷ್ಯಾ ತನ್ನ ಶಾಹಿದ್ ಡ್ರೋನ್‌ಗಳನ್ನು ಪೂರೈಕೆ ಮಾಡುತ್ತಿದೆ. ಇವು ಕೆ.100ರಷ್ಟು ಸ್ವತಃ ಎಂದು ಉಕ್ರೇನ್ ಅಧ್ಯಕ್ಷ ವೊಲೊಡಿಮಿರ್ ಝೆಲೆನ್ಸ್ಕಿ ಆರೋಪಿಸಿದ್ದಾರೆ. ಶಾಹಿದ್-136 ಡ್ರೋನ್‌ಗಳು ಮೂಲತಃ ಇರಾನ್ ನಿರ್ಮಿತವಾದ ಅಗ್ಗದ ಡ್ರೋನ್‌ಗಳಾಗಿವೆ. ರಷ್ಯಾ ದೊಂದಿಗೆ ಜಂಟಿ ಉತ್ಪಾದನೆ ಮಾಡಲಾಗುತ್ತಿದೆ. ಅಮೆರಿಕ ಸೇನಾ ನೆಲೆಗಳ ಮೇಲೆ ದಾಳಿ ನಡೆಸಲು ಇರಾನ್ ಈ ಡ್ರೋನ್‌ಗಳನ್ನು ಸರ್ಕಾರ ಪೂರೈಕೆ ಮಾಡುತ್ತಿರುವುದು ಝೆಲೆನ್ಸ್ಕಿ ಆರೋಪಿಸಿದ್ದಾರೆ. ರಷ್ಯಾ ಡ್ರೋನ್ ಪೂರೈಕೆ ಮೂಲಕ ಇರಾನ್ ಆಡಳಿತಕ್ಕೆ ನೆರವು ನೀಡುತ್ತಿದ್ದು ಮಧ್ಯಪ್ರಾಚ್ಯದಲ್ಲಿ ಉದ್ವಿಗ್ನತೆ ಹೆಚ್ಚಲು ಕಾರಣವಾಗುತ್ತಿದೆ. ಅಗ್ಗದ ಡ್ರೋನ್ ಹಾಗೂ ಶಸ್ತ್ರಾಸ್ತ್ರ ವೆಚ್ಚ 20,000ದಿಂದ 50,000 ಡಾಲರ್ ವೆಚ್ಚ ತಗಲುತ್ತದೆ. ಆದರೆ ಇವುಗಳನ್ನು ಹೊಡೆದುರುಳಿಸಲು ವ್ಯಯವಾಗುವ ಕ್ಷಿಪಣಿ ನಿರೋಧಕ ವ್ಯವಸ್ಥೆಯ ವೆಚ್ಚ ಅತ್ಯಧಿಕ ಎಂದು ತಿಳಿಸಿದ್ದಾರೆ. (193, 534, 363, 656)
spec-row: ನಿಯೋಜನೆ: ರಷ್ಯಾ, ಇರಾಕ್‌ನ ಕತೈಬ್ ಹಿಜ್ಬುಲ್ಲಾ (564, 575, 747, 585)
spec-row: ದೂರವ್ಯಾಪ್ತಿ: 900 ಕಿ.ಮೀ. (564, 551, 747, 561)
lpg-body: ಎಲ್‌ಪಿಜಿ ರೀಫಿಲ್ ಬುಕ್ಕಿಂಗ್ 88.8 ಲಕ್ಷದಿಂದ 77 ಲಕ್ಷಕ್ಕೆ ಕುಸಿದಿದೆ. ಆದರೆ ಜನರು ಪ್ಯಾನಿಕ್ ಬುಕ್ಕಿಂಗ್ ಮಾಡುವುದನ್ನು ನಿಲ್ಲಿಸಬೇಕು ಎಂದು ಕೇಂದ್ರ ಸರ್ಕಾರ ಮನವಿ ಮಾಡಿದೆ. ಇಂಧನ ಪೂರೈಕೆ ಸುಗಮವಾಗಿದ್ದು ಯಾವುದೇ ಕೊರತೆಯಿಲ್ಲ. ದೇಶದಲ್ಲಿ ಸಾಕಷ್ಟು ದಾಸ್ತಾನು ಇದೆ. ಕಳೆದ ವಾರ ದಾಖಲೆಯ ಬುಕ್ಕಿಂಗ್ ಆಗಿತ್ತು. ಶೇ.84ರಷ್ಟು ಶೇ.87ಕ್ಕೇರಿದೆ ಎಂದು ಪೆಟ್ರೋಲಿಯಂ ಸಚಿವಾಲಯದ ಜಂಟಿ ಕಾರ್ಯದರ್ಶಿ ತಿಳಿಸಿದ್ದಾರೆ. ಬುಕ್ಕಿಂಗ್‌ಗಳಲ್ಲಿ ಇಳಿಕೆಯಾಗಿದ್ದು ಪೂರೈಕೆ ಸ್ಥಿರವಾಗಿದೆ. ಬುಕ್ಕಿಂಗ್ ದೃಢೀಕರಣ ಮಾಡಲಾಗಿದೆ. (794, 864, 918, 955)
shahed136-title: ಶಾಹಿದ್-136 ವಿಶೇಷತೆಗಳು (564, 445, 651, 455)
spec-row: ಇತರ 5-7 (389, 1390, 496, 1400)
briefs-column (30, 830, 193, 1440)
spies-box (757, 510, 917, 615)
bullet-icon (564, 509, 572, 517)
highlights-box (748, 95, 915, 233)
health-body: ಅಸ್ಸಾಂನಲ್ಲಿ 15 ವರ್ಷಗಳ ಕಾಲ ಅಧಿಕಾರದಲ್ಲಿದ್ದ ಕಾಂಗ್ರೆಸ್ ಸರ್ಕಾರ ರಾಜ್ಯ ಆರೋಗ್ಯ ಬಜೆಟ್‌ನಿಂದ ವಾರ್ಷಿಕ 150 ಕೋಟಿ ರೂ. ಗಳನ್ನು ಕಾಂಗ್ರೆಸ್ ಜೇಬಿಗೆ ಹಾಕಿಕೊಳ್ಳುತ್ತಿತ್ತು ಎಂದು ಕೇಂದ್ರ ಗೃಹ ಸಚಿವ ಅಮಿತ್ ಶಾ ಆರೋಪಿಸಿದ್ದಾರೆ. ವಿಶ್ವದ ಅತಿದೊಡ್ಡ ಆರೋಗ್ಯ ವಿಮೆ ಯೋಜನೆಯನ್ನು ಬಿಜೆಪಿ ಜಾರಿಗೆ ತಂದಿದ್ದು, ಜನಪರವಾಗಿ ಆರೋಗ್ಯ ರಂಗವನ್ನು ಬದಲಿಸಿದೆ. ಅಸ್ಸಾಂನಲ್ಲಿ ಈಗ 10 ವೈದ್ಯಕೀಯ ಕಾಲೇಜುಗಳಿದ್ದು ಇನ್ನಷ್ಟು ಸ್ಥಾಪನೆಯಾಗಲಿವೆ. ಕಾಂಗ್ರೆಸ್ ತನ್ನ ಅವಧಿಯಲ್ಲಿ ಜನರನ್ನು ಕಡೆಗಣಿಸಿತ್ತು. ಸುಮಾರು 2,092 ಕೋಟಿ ವೆಚ್ಚದ ಸ್ವಾಸ್ಥ್ಯ ಯೋಜನೆಗಳಿಗೆ ಶಿಲಾನ್ಯಾಸ ನೆರವೇರಿಸಿ ಅವರು ಮಾತನಾಡಿದರು. (518, 1219, 638, 1340)
us-attack-body: ಪೆಂಟಗನ್ ಮಾಹಿತಿ ಪ್ರಕಾರ, ಇರಾನ್‌ನ 15,000 ಕ್ಕೂ ಹೆಚ್ಚು ಗುರಿಗಳ ಮೇಲೆ ದಾಳಿ ಮಾಡಲಾಗಿದ್ದು, ಇದುವರೆಗೆ 2,000 ಕ್ಕೂ ಹೆಚ್ಚು ಬಾರಿ ಬಲಿಯಾಗಿದ್ದಾರೆ. ಈ ಸಮಯದ ಅಮೆರಿಕ, ಯುಎಸ್‌ಎಸ್ ಟ್ರಿಪೋಲಿ ಯುದ್ಧನೌಕೆ ಮತ್ತು 2,500 ನೌಕಾದಳ ಸೈನಿಕರನ್ನು ಈ ಪ್ರದೇಶಕ್ಕೆ ನಿಯೋಜಿಸಿದೆ. ಇರಾನ್ ಭದ್ರತಾಪಡೆಗಳನ್ನು ಸುರಕ್ಷಿತಗೊಳಿಸಲು ಆ ದೇಶದ ಸೇನಾ ನೆಲೆಗಳ ಮೇಲೆ ನಿರಂತರ ದಾಳಿ ನಡೆಸಲಾಗುತ್ತಿದೆ ಎಂದು ಯುದ್ಧದಲ್ಲಿ ಎಂದು ರಕ್ಷಣಾ ಸಚಿವ ಪಿಟೆ ಹೆಗ್ಸೆತ್ ಹೇಳಿದ್ದಾರೆ. (598, 717, 748, 788)
amit-shah-photo (643, 1218, 763, 1294)
section-underline (245, 74, 670, 77)
health-headline-2: ಜನಪರವಾಗಿ ಸ್ವಾಸ್ಥ್ಯ ರಂಗ ಬದಲಿಸಿದ ಬಿಜೆಪಿ (518, 1183, 782, 1205)
wb-survey (385, 1346, 500, 1405)
spec-row: ಗರಿಷ್ಠ ಟೇಕ್‌ಆಫ್ ಭಾರ: 135 ಕೆ.ಜಿ. (564, 539, 747, 549)
warship-photo (61, 558, 183, 614)
hormuz-body: ಹಾರ್ಮುಜ್ ಜಲಸಂಧಿಯನ್ನು ತೆರೆಯಲು ಮತ್ತು ಅದರ ಮೂಲಕ ತೈಲ ಹಡಗುಗಳ ಸುರಕ್ಷಿತ ಸಂಚಾರ ಖಚಿತಪಡಿಸಲು ಯುದ್ಧನೌಕೆಗಳನ್ನು ಹಾರ್ಮುಜ್‌ಗೆ ಕಳುಹಿಸಿಕೊಡುವಂತೆ ಅಮೆರಿಕ ಅಧ್ಯಕ್ಷ ಡೊನಾಲ್ಡ್ ಟ್ರಂಪ್ ಚೀನಾ, ಫ್ರಾನ್ಸ್, ಜಪಾನ್, ದಕ್ಷಿಣ ಕೊರಿಯಾ, ಬ್ರಿಟನ್ ಸೇರಿ ಹಲವು ರಾಷ್ಟ್ರಗಳಿಗೆ ಕರೆ ನೀಡಿದ್ದಾರೆ. ಈ ರಾಷ್ಟ್ರಗಳು ಅಮೆರಿಕದೊಂದಿಗೆ ಸೇರಿ ಕಾರ್ಯಾಚರಣೆಯಲ್ಲಿ ಪಾಲ್ಗೊಳ್ಳಲಿ. ಈ ಜಲಸಂಧಿ ದಾಟುವ ತೈಲ ಮತ್ತು ಅನಿಲ ಹಡಗುಗಳ ಮೇಲೆ ಅವಲಂಬಿತವಾಗಿವೆ. (61, 440, 183, 531)
lpg-article: ಎಲ್‌ಪಿಜಿ ರೀಫಿಲ್ ಬುಕ್ಕಿಂಗ್ ಪ್ರಮಾಣ 77 ಲಕ್ಷಕ್ಕೆ ಕುಸಿತ ಹೊಸದಿಲ್ಲಿ: ಎಲ್‌ಪಿಜಿ ರೀಫಿಲ್ ಬುಕ್ಕಿಂಗ್ 88.8 ಲಕ್ಷದಿಂದ 77 ಲಕ್ಷಕ್ಕೆ ಕುಸಿದಿದೆ. ಆದರೆ ಜನರು ಪ್ಯಾನಿಕ್ ಬುಕ್ಕಿಂಗ್ ಮಾಡುವುದನ್ನು ನಿಲ್ಲಿಸಬೇಕು ಎಂದು ಕೇಂದ್ರ ಸರ್ಕಾರ ಮನವಿ ಮಾಡಿದೆ. ಇಂಧನ ಪೂರೈಕೆ ಸುಗಮವಾಗಿದ್ದು ಯಾವುದೇ ಕೊರತೆಯಿಲ್ಲ. ದೇಶದಲ್ಲಿ ಸಾಕಷ್ಟು ದಾಸ್ತಾನು ಇದೆ. ಕಳೆದ ವಾರ ದಾಖಲೆಯ ಬುಕ್ಕಿಂಗ್ ಆಗಿತ್ತು. ಶೇ.84ರಷ್ಟು ಶೇ.87ಕ್ಕೇರಿದೆ ಎಂದು ಪೆಟ್ರೋಲಿಯಂ ಸಚಿವಾಲಯದ ಜಂಟಿ ಕಾರ್ಯದರ್ಶಿ ತಿಳಿಸಿದ್ದಾರೆ. ಬುಕ್ಕಿಂಗ್‌ಗಳಲ್ಲಿ ಇಳಿಕೆಯಾಗಿದ್ದು ಪೂರೈಕೆ ಸ್ಥಿರವಾಗಿದೆ. ಬುಕ್ಕಿಂಗ್ ದೃಢೀಕರಣ ಮಾಡಲಾಗಿದೆ. (788, 830, 918, 1150)
masthead (0, 0, 945, 90)
registration-marks (90, 1440, 120, 1446)
bullet-icon (753, 125, 761, 133)
bullet-icon (389, 1367, 397, 1375)
highlight-item: ಮುಂದುವರಿದ ಆಪರೇಷನ್ ಎಪಿಕ್ ಫ್ಯೂರಿ (753, 149, 910, 159)
bengal-headline-1: ಪಶ್ಚಿಮ ಬಂಗಾಳ, ಕೇರಳದಲ್ಲಿ ನಿಕಟ ಸ್ಪರ್ಧೆ: ಸಮೀಕ್ಷೆ (200, 1166, 382, 1179)
highlight-item: ಬಿ-52 ಸ್ಟ್ರಾಟೋಫೋರ್ಟ್ರೆಸ್ ಯುದ್ಧ ವಿಮಾನಗಳ ಬಳಕೆ (753, 161, 910, 171)
bullet-icon (753, 162, 761, 170)
city-label: ಶಿವಮೊಗ್ಗ (62, 53, 86, 63)
bullet-icon (753, 108, 761, 116)
spec-row: ಡ್ರೋನ್ ವಿಧ: ಆತ್ಮಾಹುತಿ ಡ್ರೋನ್ (564, 483, 747, 493)
date-label: 16 ಮಾರ್ಚ್ 2026 (50, 42, 109, 52)
hand-icon (30, 831, 72, 867)
spec-row: ಎಲ್‌ಡಿಎಫ್ 61-71 (389, 1302, 496, 1312)
shahed136-list (564, 459, 747, 518)
highlight-item: ಇರಾನ್ ಶಿರಾಜ್‌ನಲ್ಲಿ 20 ನಿಮಿಷದೊಳಗೆ 20 ಬಾಂಬ್ ಸ್ಫೋಟ (753, 124, 910, 134)
paper-tagline: ರಾಷ್ಟ್ರ ಜಾಗೃತಿಯ ಧ್ವನಿ (784, 55, 820, 61)
bullet-icon (564, 552, 572, 560)
kodiyeri-article: ಕೊಡಿಯೇರಿ ಅರಮನೆ: ಅಪಾರ ಮೌಲ್ಯ ಚಿನ್ನ ಕಳವು ತಿರುವನಂತಪುರಂ(ಕೇರಳ): ಕೊಡಿಯೇರಿ ಅರಮನೆಯಲ್ಲಿ ಸುಮಾರು 2 ಕೋಟಿ ರೂ. ಮೌಲ್ಯದ ಚಿನ್ನಾಭರಣಗಳು ಹಾಗೂ ಅಮೂಲ್ಯ ವಸ್ತುಗಳು ಕಳವಾಗಿರುವ ಪ್ರಕರಣ ಬೆಳಕಿಗೆ ಬಂದಿದೆ. ಈ ಕುರಿತು ತಿರುವನಂತಪುರಂ ಫೋರ್ಟ್ ಪೊಲೀಸ್ ಠಾಣೆಯಲ್ಲಿ ಪ್ರಕರಣ ದಾಖಲಾಗಿದೆ. ಅರಮನೆಯ ಖಾಸಗಿ ಕೋಣೆಯಲ್ಲಿದ್ದ ಚಿನ್ನದ ಆಭರಣಗಳ ಪೆಟ್ಟಿಗೆ ನಾಪತ್ತೆಯಾಗಿದೆ ಎಂದು ಕುಟುಂಬ ಸದಸ್ಯರು ದೂರು ನೀಡಿದ್ದಾರೆ. ಪೊಲೀಸರು ತನಿಖೆ ಕೈಗೊಂಡಿದ್ದು ಅರಮನೆ ಸಿಬ್ಬಂದಿ ಮತ್ತು ಕೆಲಸಗಾರರನ್ನು ವಿಚಾರಣೆಗೆ ಒಳಪಡಿಸಿದ್ದಾರೆ. ಶ್ರೀ ಪದ್ಮನಾಭಸ್ವಾಮಿ ದೇವಾಲಯದ ಬಳಿ ಇರುವ ಈ ಅರಮನೆ ಐತಿಹಾಸಿಕ ಮಹತ್ವ ಪಡೆದಿದೆ. ಕಳುವಾದ ವಸ್ತುಗಳ ಒಟ್ಟು ಮೌಲ್ಯ ಸುಮಾರು 2 ಕೋಟಿ ರೂ. ಎಂದು ಅಂದಾಜಿಸಲಾಗಿದ್ದು ಆರೋಪಿಗಳ ಪತ್ತೆಗೆ ವಿಶೇಷ ತಂಡ ರಚಿಸಲಾಗಿದೆ. (598, 830, 783, 1150)
bullet-icon (753, 150, 761, 158)
war-loss-box (57, 624, 187, 819)
bullet-icon (564, 576, 572, 584)
tanker-box: ಭಾರತದತ್ತ ಮತ್ತೊಂದು ಕಚ್ಚಾ ತೈಲ ಟ್ಯಾಂಕರ್ ಹೊಸದಿಲ್ಲಿ: ಯುಎಇಯ ಫುಜೈರಾ ತೈಲ ಟರ್ಮಿನಲ್ ಮೇಲೆ ದಾಳಿ ನಡೆದಿದ್ದರೂ ಭಾರತೀಯ ಧ್ವಜದ ಜಗ್ ಲಾಡ್ಕಿ ಕಚ್ಚಾತೈಲ ಟ್ಯಾಂಕರ್ ಸುರಕ್ಷಿತವಾಗಿ ಪ್ರಯಾಣ ಬೆಳೆಸಿದ್ದು ಭಾರತದತ್ತ ಹೊರಟಿದೆ. ಸುಮಾರು 80,800 ಟನ್ ಮರ್ಬನ್ ಕಚ್ಚಾ ತೈಲವನ್ನು ಹೊತ್ತು ಈ ನೌಕೆ ಭಾನುವಾರ ಬೆಳಿಗ್ಗೆ 10.30ಕ್ಕೆ ಫುಜೈರಾ ಬಂದರಿನಿಂದ ಹೊರಟಿದ್ದು, ನೌಕೆಯಲ್ಲಿದ್ದ ಎಲ್ಲಾ ಸಿಬ್ಬಂದಿಗಳು ಸುರಕ್ಷಿತವಾಗಿದ್ದಾರೆ ಎಂದು ಕೇಂದ್ರ ಸರ್ಕಾರ ತಿಳಿಸಿದೆ. ಭಾರತದ ಧ್ವಜ ಹೊಂದಿದ ಹಡಗು ಸುರಕ್ಷಿತವಾಗಿ ಮರಳುತ್ತಿದ್ದು ಇದರಲ್ಲಿನ ಸಿಬ್ಬಂದಿ ಸುರಕ್ಷಿತರಾಗಿದ್ದಾರೆ. ಹಾರ್ಮುಜ್ ಜಲಸಂಧಿಯಲ್ಲಿ ಇರಾನ್ ತೀವ್ರ ಬಿಕ್ಕಟ್ಟು ಎದುರಾಗಿದ್ದು ಸುಮಾರು 22 ಭಾರತೀಯ ನೌಕೆಗಳು ಸಿಲುಕಿಕೊಂಡಿವೆ. ಹಾರ್ಮುಜ್ ಜಲಸಂಧಿ ಮೂಲಕ ತೆರಳಲು ಸುಮಾರು 611 ಭಾರತೀಯ ನಾವಿಕರು ಕಾರ್ಯನಿರ್ವಹಿಸುತ್ತಿದ್ದಾರೆ ಎಂದು ಕೇಂದ್ರ ಸರ್ಕಾರ ತಿಳಿಸಿದೆ. (368, 518, 550, 818)
page-number: 02 (760, 67, 781, 85)
bullet-icon (564, 588, 572, 596)
rahul-box (768, 1218, 913, 1433)
section-title: ದೇಶ-ವಿದೇಶ (367, 25, 547, 74)
fastag-logo-image (206, 954, 276, 1010)
bengal-article: ಪಶ್ಚಿಮ ಬಂಗಾಳ, ಕೇರಳದಲ್ಲಿ ನಿಕಟ ಸ್ಪರ್ಧೆ: ಸಮೀಕ್ಷೆ ಎನ್‌ಡಿಎ ತೆಕ್ಕೆಗೆ ತ.ನಾಡು, ಅಸ್ಸಾಂ? ಹೊಸದಿಲ್ಲಿ: ಒಂದು ಕೇಂದ್ರಾಡಳಿತ ಪ್ರದೇಶ ಪುದುಚೇರಿ ಸೇರಿದಂತೆ ಒಟ್ಟು ಐದು ರಾಜ್ಯಗಳ ಚುನಾವಣೆಗೆ ವೇಳಾಪಟ್ಟಿ ಪ್ರಕಟವಾಗುತ್ತಿದ್ದಂತೆ, ನಾಲ್ಕು ಪ್ರಮುಖ ರಾಜ್ಯಗಳ ಚುನಾವಣಾ ಪೂರ್ವ ಸಮೀಕ್ಷೆಯ ವರದಿಗಳು ಹೊರಬಿದ್ದಿವೆ. ತಮಿಳುನಾಡು ಮತ್ತು ಅಸ್ಸಾಂನಲ್ಲಿ ಎನ್‌ಡಿಎ ಮೈತ್ರಿಕೂಟ ಮೇಲುಗೈ ಸಾಧಿಸಲಿದೆ ಎಂದು ಸಮೀಕ್ಷೆ ಹೇಳಿದೆ. ಪಶ್ಚಿಮ ಬಂಗಾಳ ಮತ್ತು ಕೇರಳದಲ್ಲಿ ನಿಕಟ ಸ್ಪರ್ಧೆ ಏರ್ಪಡಲಿದೆ. ಅಸ್ಸಾಂನಲ್ಲಿ ಮತ್ತೆ ಬಿಜೆಪಿ ಅಧಿಕಾರ ಹಿಡಿಯಲಿದೆ. ಅಸ್ಸಾಂನಲ್ಲಿ ಎನ್‌ಡಿಎ 126 ಕ್ಷೇತ್ರಗಳ ಪೈಕಿ 80-90 ಸ್ಥಾನಗಳಲ್ಲಿ ಗೆಲುವು ಸಾಧಿಸಲಿದೆ. ಪಶ್ಚಿಮ ಬಂಗಾಳದಲ್ಲಿ ಟಿಎಂಸಿ 155-170 ಸ್ಥಾನಗಳಲ್ಲಿ ಗೆಲುವು ಸಾಧಿಸಬಹುದು. ತಮಿಳುನಾಡಿನಲ್ಲಿ ಎಐಎಡಿಎಂಕೆ ಮತ್ತು ಬಿಜೆಪಿಯ ಎನ್‌ಡಿಎ ಒಕ್ಕೂಟ 114-127ರಲ್ಲಿ ಗೆಲುವು, ಡಿಎಂಕೆ-ಕಾಂಗ್ರೆಸ್ ಒಕ್ಕೂಟ 104ರಿಂದ 114 ಸ್ಥಾನಗಳಲ್ಲಿ ಗೆಲುವು ಸಾಧಿಸಲಿದೆ ಎಂದು ಸಮೀಕ್ಷೆ ತಿಳಿಸಿದೆ. ಕೇರಳ ಎಲ್‌ಡಿಎಫ್ 61-71 ಕಾಂಗ್ರೆಸ್ 58-69 ಎನ್‌ಡಿಎ 2 ಪಶ್ಚಿಮ ಬಂಗಾಳ ಟಿಎಂಸಿ 155-170 ಬಿಜೆಪಿ 100-115 ಇತರ 5-7 (200, 1166, 505, 1438)
spies-headline: 20 ಗೂಢಚಾರಿಗಳ ಸೆರೆ ಹಿಡಿದ ಇರಾನ್ (762, 515, 884, 526)
nine11-box: ಇರಾನ್ ಮೇಲೆ 9/11 ಮಾದರಿ ದಾಳಿ ಪಿತೂರಿ? ಟೆಹ್ರಾನ್: ಇರಾನ್ ಮೇಲೆ ಟ್ವಿನ್ ಫ್ಲೋರ್ ಹೌಸ್ ಮಾದರಿಯ ದಾಳಿ ನಡೆಸಲು ಪಿತೂರಿ ನಡೆಸಿದ್ದಾರೆ. ಅಮೆರಿಕದ 9/11 ಮಾದರಿಯ ದಾಳಿಯ ಪಿತೂರಿ ನಡೆಸಲಾಗುತ್ತಿದೆ ಎಂದು ಇರಾನ್ ಸಂಸತ್ತಿನ ರಾಷ್ಟ್ರೀಯ ಭದ್ರತಾ ಸಮಿತಿಯ ಸದಸ್ಯರೊಬ್ಬರು ಆರೋಪಿಸಿದ್ದಾರೆ. ಈ ಹಿಂದೆ ಅಮೆರಿಕ ಮೇಲೆ ಸಂಭವಿಸಿದ ದಾಳಿಯ ಅಮೆರಿಕದ ಜವಾಬ್ದಾರಿ ಇಲ್ಲ ಎಂದಿರುವ ಆರೋಪ ಮಾಡಿದ್ದಾರೆ. (757, 625, 917, 690)
bullet-icon (753, 137, 761, 145)
